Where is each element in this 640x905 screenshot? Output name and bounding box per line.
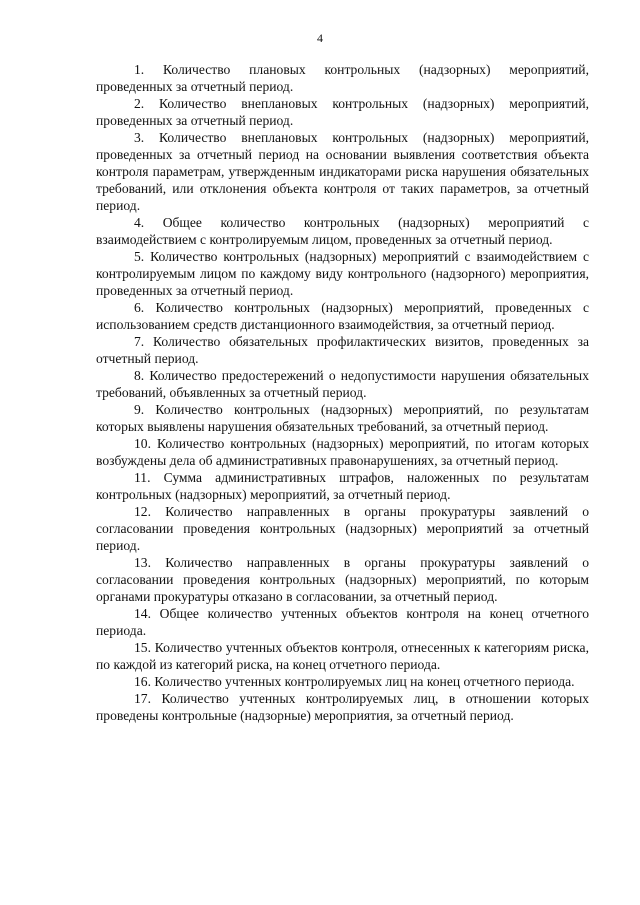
list-item: 13. Количество направленных в органы прокуратуры заявлений о согласовании проведения контрольных (надзорных) мероприятий, по которым органами прокуратуры отказано в согласовании, за отчетный период. [96, 555, 589, 604]
list-item: 6. Количество контрольных (надзорных) мероприятий, проведенных с использованием средств дистанционного взаимодействия, за отчетный период. [96, 300, 589, 332]
list-item: 3. Количество внеплановых контрольных (надзорных) мероприятий, проведенных за отчетный период на основании выявления соответствия объекта контроля параметрам, утвержденным индикаторами риска нарушения обязательных требований, или отклонения объекта контроля от таких параметров, за отчетный период. [96, 130, 589, 213]
list-item: 11. Сумма административных штрафов, наложенных по результатам контрольных (надзорных) мероприятий, за отчетный период. [96, 470, 589, 502]
list-item: 15. Количество учтенных объектов контроля, отнесенных к категориям риска, по каждой из категорий риска, на конец отчетного периода. [96, 640, 589, 672]
indicator-list [96, 61, 589, 724]
list-item: 4. Общее количество контрольных (надзорных) мероприятий с взаимодействием с контролируемым лицом, проведенных за отчетный период. [96, 215, 589, 247]
list-item: 5. Количество контрольных (надзорных) мероприятий с взаимодействием с контролируемым лицом по каждому виду контрольного (надзорного) мероприятия, проведенных за отчетный период. [96, 249, 589, 298]
list-item: 14. Общее количество учтенных объектов контроля на конец отчетного периода. [96, 606, 589, 638]
list-item: 9. Количество контрольных (надзорных) мероприятий, по результатам которых выявлены нарушения обязательных требований, за отчетный период. [96, 402, 589, 434]
list-item: 17. Количество учтенных контролируемых лиц, в отношении которых проведены контрольные (надзорные) мероприятия, за отчетный период. [96, 691, 589, 723]
list-item: 7. Количество обязательных профилактических визитов, проведенных за отчетный период. [96, 334, 589, 366]
page-number: 4 [317, 31, 323, 45]
list-item: 12. Количество направленных в органы прокуратуры заявлений о согласовании проведения контрольных (надзорных) мероприятий за отчетный период. [96, 504, 589, 553]
list-item: 2. Количество внеплановых контрольных (надзорных) мероприятий, проведенных за отчетный период. [96, 96, 589, 128]
list-item: 16. Количество учтенных контролируемых лиц на конец отчетного периода. [134, 674, 575, 689]
list-item: 1. Количество плановых контрольных (надзорных) мероприятий, проведенных за отчетный период. [96, 62, 589, 94]
list-item: 10. Количество контрольных (надзорных) мероприятий, по итогам которых возбуждены дела об административных правонарушениях, за отчетный период. [96, 436, 589, 468]
list-item: 8. Количество предостережений о недопустимости нарушения обязательных требований, объявленных за отчетный период. [96, 368, 589, 400]
